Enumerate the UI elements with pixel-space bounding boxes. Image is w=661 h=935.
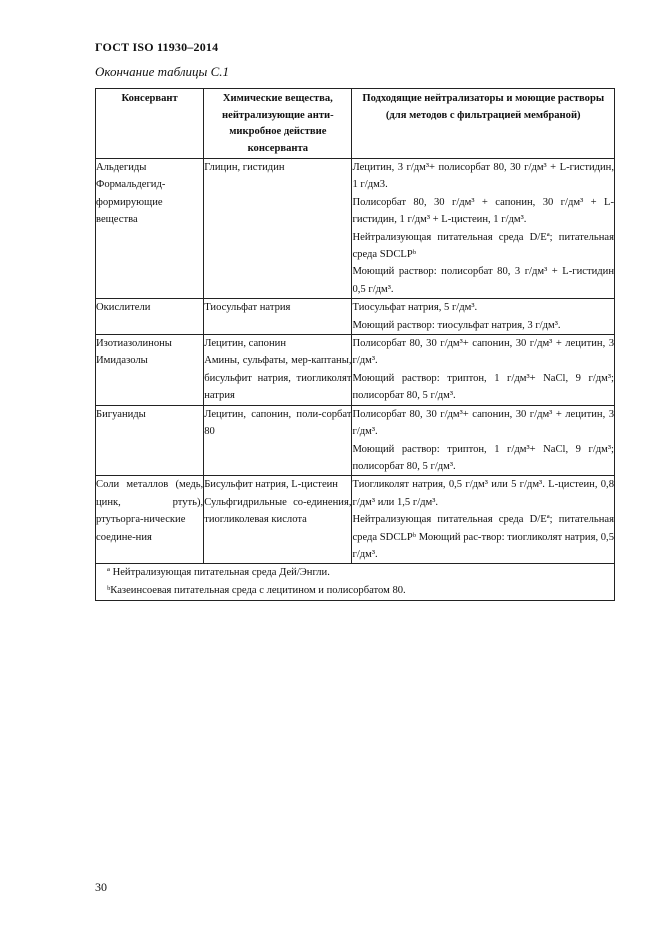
table-row bbox=[96, 299, 615, 335]
footnotes-row bbox=[96, 564, 615, 601]
neutralizer-table bbox=[95, 88, 615, 601]
preservative-cell bbox=[96, 335, 204, 406]
cell-paragraph: Тиогликолят натрия, 0,5 г/дм³ или 5 г/дм³. L-цистеин, 0,8 г/дм³ или 1,5 г/дм³. bbox=[352, 479, 614, 508]
chemicals-cell bbox=[204, 476, 352, 564]
cell-paragraph: Моющий раствор: тиосульфат натрия, 3 г/дм³. bbox=[352, 319, 561, 331]
footnotes-cell bbox=[96, 564, 615, 601]
preservative-cell bbox=[96, 405, 204, 476]
header-chemicals: Химические вещества, нейтрализующие анти-микробное действие консерванта bbox=[204, 89, 352, 159]
chemicals-cell bbox=[204, 299, 352, 335]
header-preservative: Консервант bbox=[96, 89, 204, 159]
neutralizers-cell bbox=[352, 159, 615, 299]
cell-paragraph: Нейтрализующая питательная среда D/Eª; питательная среда SDCLPᵇ Моющий рас-твор: тиогликолят натрия, 0,5 г/дм³. bbox=[352, 514, 614, 560]
cell-paragraph: Амины, сульфаты, мер-каптаны, бисульфит натрия, тиогликолят натрия bbox=[204, 355, 352, 402]
table-continuation-caption: Окончание таблицы С.1 bbox=[95, 64, 229, 79]
cell-paragraph: Соли металлов (медь, цинк, ртуть), ртутьорга-нические соедине-ния bbox=[96, 479, 204, 543]
cell-paragraph: Глицин, гистидин bbox=[204, 162, 285, 173]
cell-paragraph: Бисульфит натрия, L-цистеин bbox=[204, 479, 338, 491]
chemicals-cell bbox=[204, 335, 352, 406]
cell-paragraph: Нейтрализующая питательная среда D/Eª; питательная среда SDCLPᵇ bbox=[352, 231, 614, 261]
chemicals-cell bbox=[204, 405, 352, 476]
table-body bbox=[96, 159, 615, 564]
cell-paragraph: Лецитин, 3 г/дм³+ полисорбат 80, 30 г/дм³ + L-гистидин, 1 г/дм3. bbox=[352, 162, 614, 191]
cell-paragraph: Имидазолы bbox=[96, 355, 148, 367]
cell-paragraph: Тиосульфат натрия, 5 г/дм³. bbox=[352, 302, 478, 314]
cell-paragraph: Сульфгидрильные со-единения, тиогликолевая кислота bbox=[204, 496, 352, 526]
preservative-cell bbox=[96, 299, 204, 335]
footnote-a: ª Нейтрализующая питательная среда Дей/Энгли. bbox=[107, 567, 330, 579]
cell-paragraph: Лецитин, сапонин, поли-сорбат 80 bbox=[204, 408, 352, 438]
cell-paragraph: Окислители bbox=[96, 302, 151, 314]
neutralizers-cell bbox=[352, 405, 615, 476]
neutralizers-cell bbox=[352, 476, 615, 564]
cell-paragraph: Тиосульфат натрия bbox=[204, 302, 291, 314]
cell-paragraph: Альдегиды bbox=[96, 162, 147, 173]
cell-paragraph: Формальдегид-формирующие вещества bbox=[96, 179, 166, 226]
table-header-row bbox=[96, 89, 615, 159]
cell-paragraph: Моющий раствор: триптон, 1 г/дм³+ NaCl, 9 г/дм³; полисорбат 80, 5 г/дм³. bbox=[352, 372, 614, 402]
cell-paragraph: Бигуаниды bbox=[96, 408, 146, 420]
cell-paragraph: Полисорбат 80, 30 г/дм³+ сапонин, 30 г/дм³ + лецитин, 3 г/дм³. bbox=[352, 408, 614, 438]
table-row bbox=[96, 159, 615, 299]
chemicals-cell bbox=[204, 159, 352, 299]
preservative-cell bbox=[96, 476, 204, 564]
cell-paragraph: Полисорбат 80, 30 г/дм³+ сапонин, 30 г/дм³ + лецитин, 3 г/дм³. bbox=[352, 338, 614, 367]
table-row bbox=[96, 476, 615, 564]
table-row bbox=[96, 405, 615, 476]
cell-paragraph: Лецитин, сапонин bbox=[204, 338, 286, 350]
cell-paragraph: Моющий раствор: триптон, 1 г/дм³+ NaCl, 9 г/дм³; полисорбат 80, 5 г/дм³. bbox=[352, 443, 614, 472]
document-code: ГОСТ ISO 11930–2014 bbox=[95, 40, 219, 54]
cell-paragraph: Полисорбат 80, 30 г/дм³ + сапонин, 30 г/дм³ + L-гистидин, 1 г/дм³ + L-цистеин, 1 г/дм³. bbox=[352, 196, 614, 226]
preservative-cell bbox=[96, 159, 204, 299]
neutralizers-cell bbox=[352, 299, 615, 335]
page-number: 30 bbox=[95, 880, 107, 894]
header-neutralizers: Подходящие нейтрализаторы и моющие растворы (для методов с фильтрацией мембраной) bbox=[352, 89, 615, 159]
footnote-b: ᵇКазеинсоевая питательная среда с лецитином и полисорбатом 80. bbox=[107, 585, 406, 597]
cell-paragraph: Моющий раствор: полисорбат 80, 3 г/дм³ + L-гистидин 0,5 г/дм³. bbox=[352, 266, 614, 295]
table-row bbox=[96, 335, 615, 406]
neutralizers-cell bbox=[352, 335, 615, 406]
cell-paragraph: Изотиазолиноны bbox=[96, 338, 172, 350]
